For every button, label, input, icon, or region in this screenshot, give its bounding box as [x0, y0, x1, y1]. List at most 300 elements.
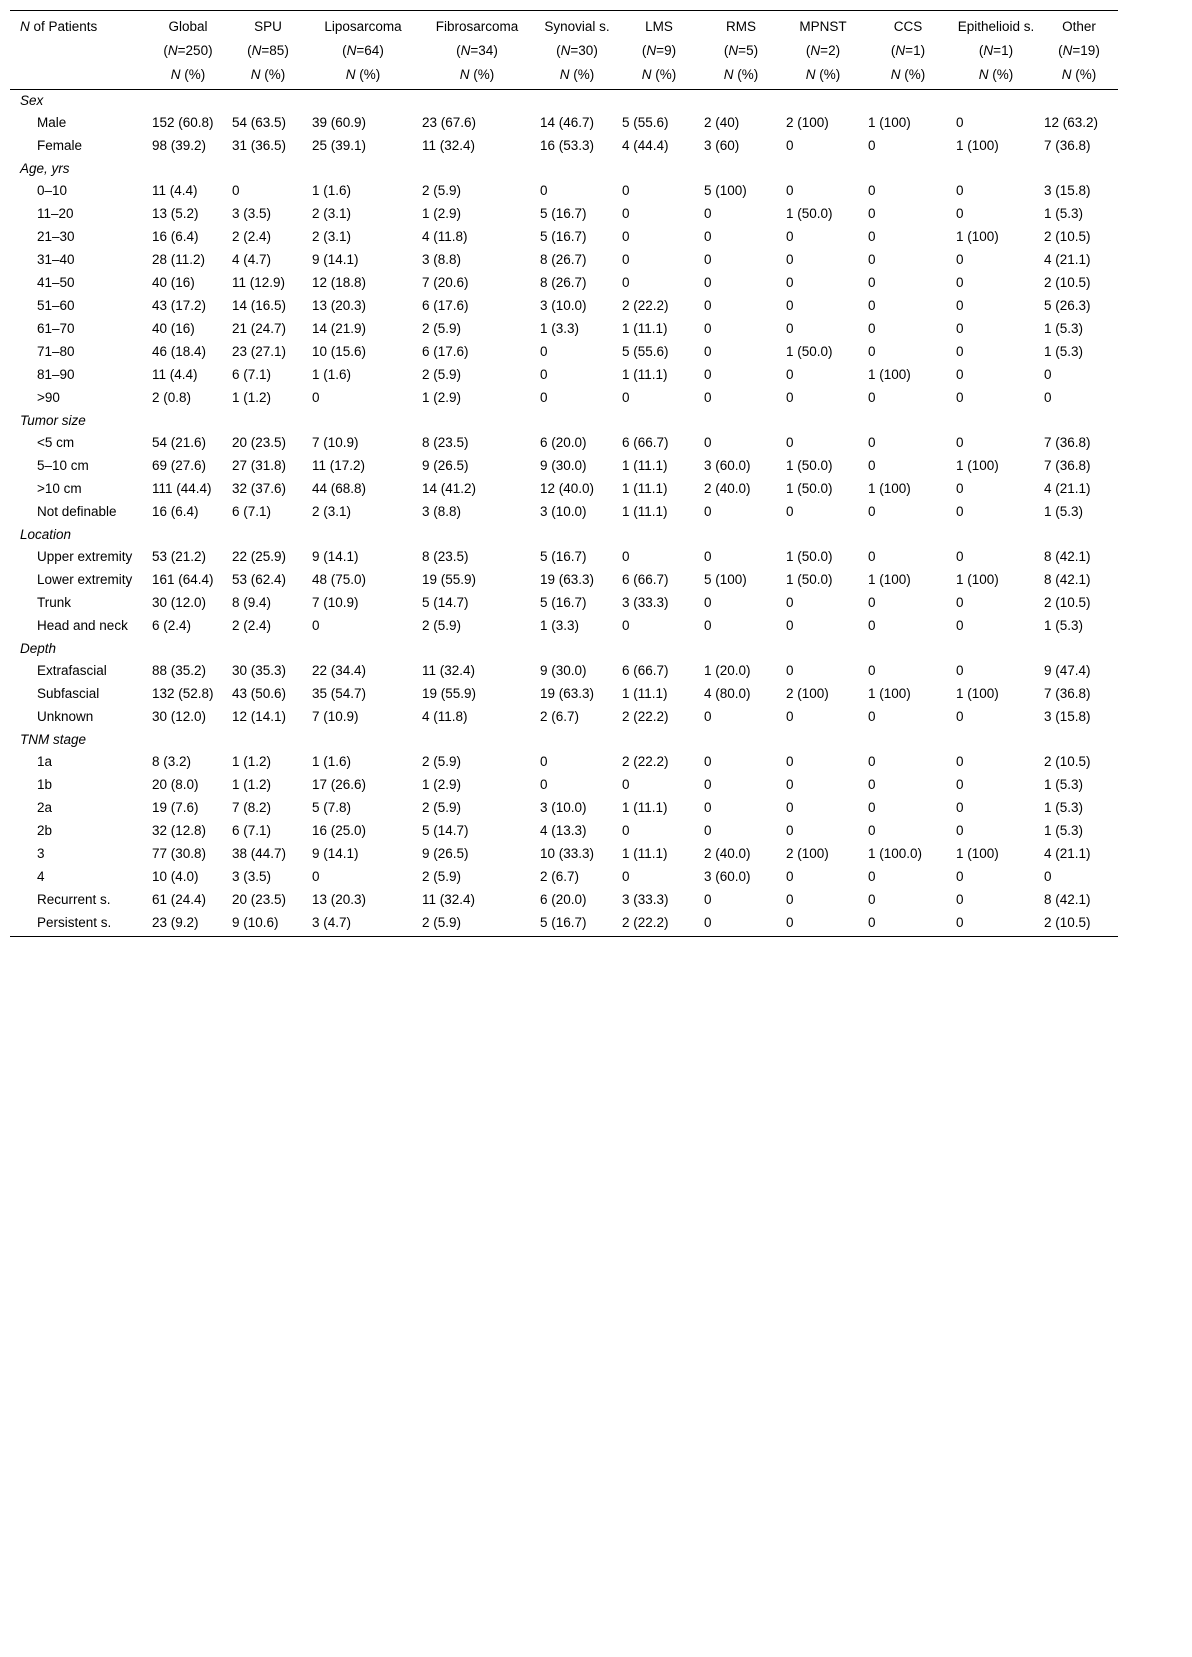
table-cell: 40 (16): [152, 321, 195, 336]
table-cell: 12 (18.8): [312, 275, 367, 290]
table-cell: 0: [868, 504, 876, 519]
table-cell: 0: [786, 618, 794, 633]
column-count: (N=34): [456, 43, 498, 58]
table-cell: 111 (44.4): [152, 481, 212, 496]
table-row: [10, 432, 1118, 455]
table-cell: 0: [786, 138, 794, 153]
table-cell: 0: [622, 618, 630, 633]
row-label: Recurrent s.: [37, 892, 111, 907]
table-cell: 0: [786, 298, 794, 313]
table-cell: 88 (35.2): [152, 663, 207, 678]
table-cell: 11 (32.4): [422, 892, 476, 907]
table-cell: 11 (32.4): [422, 663, 476, 678]
table-cell: 19 (7.6): [152, 800, 199, 815]
table-cell: 0: [868, 777, 876, 792]
table-cell: 0: [786, 252, 794, 267]
table-container: [10, 10, 1118, 937]
table-cell: 54 (21.6): [152, 435, 207, 450]
table-cell: 8 (26.7): [540, 275, 587, 290]
count-value: 1: [913, 43, 921, 58]
table-cell: 1 (1.6): [312, 754, 352, 769]
row-label: 4: [37, 869, 45, 884]
section-title: TNM stage: [20, 732, 87, 747]
table-cell: 40 (16): [152, 275, 195, 290]
section-title: Location: [20, 527, 72, 542]
table-cell: 27 (31.8): [232, 458, 287, 473]
table-cell: 35 (54.7): [312, 686, 367, 701]
table-cell: 0: [540, 777, 548, 792]
table-cell: 28 (11.2): [152, 252, 206, 267]
table-cell: 1 (100): [868, 481, 911, 496]
column-count: (N=250): [163, 43, 213, 58]
table-cell: 2 (5.9): [418, 912, 536, 937]
table-cell: 12 (63.2): [1044, 115, 1099, 130]
table-cell: 1 (100): [956, 686, 999, 701]
table-cell: 1 (2.9): [422, 206, 462, 221]
table-cell: 2 (5.9): [422, 321, 462, 336]
column-count: (N=19): [1058, 43, 1100, 58]
column-unit: N (%): [228, 63, 308, 90]
table-cell: 0: [704, 229, 712, 244]
table-cell: 32 (37.6): [232, 481, 287, 496]
table-cell: 13 (5.2): [152, 206, 199, 221]
table-cell: 0: [956, 777, 964, 792]
section-title: Tumor size: [20, 413, 86, 428]
table-cell: 13 (20.3): [312, 298, 367, 313]
table-cell: 8 (26.7): [540, 252, 587, 267]
table-cell: 1 (50.0): [786, 572, 833, 587]
table-cell: 0: [704, 390, 712, 405]
table-cell: 4 (4.7): [232, 252, 272, 267]
table-cell: 1 (5.3): [1044, 504, 1084, 519]
table-cell: 22 (25.9): [232, 549, 287, 564]
table-cell: 9 (14.1): [312, 549, 359, 564]
table-cell: 7 (8.2): [232, 800, 272, 815]
row-label: 0–10: [37, 183, 68, 198]
table-cell: 0: [786, 800, 794, 815]
table-cell: 0: [868, 892, 876, 907]
table-cell: 2 (5.9): [422, 618, 462, 633]
table-cell: 5 (26.3): [1044, 298, 1091, 313]
table-cell: 0: [540, 367, 548, 382]
table-cell: 14 (16.5): [232, 298, 287, 313]
table-cell: 0: [786, 321, 794, 336]
table-cell: 0: [312, 869, 320, 884]
table-cell: 2 (0.8): [152, 390, 192, 405]
table-cell: 0: [704, 206, 712, 221]
row-label: 51–60: [37, 298, 75, 313]
table-row: [10, 660, 1118, 683]
table-row: [10, 226, 1118, 249]
table-cell: 6 (66.7): [622, 572, 669, 587]
row-label: Not definable: [37, 504, 117, 519]
table-cell: 4 (44.4): [622, 138, 669, 153]
table-cell: 9 (14.1): [312, 252, 359, 267]
table-cell: 2 (10.5): [1044, 275, 1091, 290]
row-label: Unknown: [37, 709, 94, 724]
column-unit: N (%): [148, 63, 228, 90]
table-cell: 0: [786, 504, 794, 519]
table-cell: 5 (16.7): [540, 206, 587, 221]
table-cell: 5 (16.7): [540, 595, 587, 610]
row-label: Extrafascial: [37, 663, 107, 678]
table-cell: 8 (9.4): [232, 595, 272, 610]
row-label: 31–40: [37, 252, 75, 267]
table-cell: 6 (20.0): [540, 892, 587, 907]
table-cell: 0: [868, 800, 876, 815]
table-cell: 0: [868, 663, 876, 678]
table-cell: 11 (4.4): [152, 183, 198, 198]
table-cell: 0: [868, 435, 876, 450]
table-row: [10, 387, 1118, 410]
table-row: [10, 364, 1118, 387]
table-cell: 2 (40.0): [704, 481, 751, 496]
count-value: 1: [1001, 43, 1009, 58]
table-cell: 0: [868, 549, 876, 564]
header-corner: [10, 11, 148, 40]
row-label: 1a: [37, 754, 53, 769]
table-cell: 11 (32.4): [422, 138, 476, 153]
table-cell: 38 (44.7): [232, 846, 287, 861]
table-body: [10, 90, 1118, 937]
table-cell: 0: [956, 800, 964, 815]
count-value: 250: [185, 43, 209, 58]
table-cell: 0: [704, 435, 712, 450]
table-cell: 1 (100): [956, 229, 999, 244]
table-cell: 6 (66.7): [622, 435, 669, 450]
table-cell: 1 (100): [868, 115, 911, 130]
table-row: [10, 820, 1118, 843]
row-label: <5 cm: [37, 435, 75, 450]
table-cell: 7 (36.8): [1044, 686, 1091, 701]
table-cell: 3 (15.8): [1044, 709, 1091, 724]
table-cell: 1 (5.3): [1044, 823, 1084, 838]
table-cell: 0: [868, 138, 876, 153]
table-cell: 2 (6.7): [540, 869, 580, 884]
table-cell: 0: [312, 618, 320, 633]
table-cell: 8 (23.5): [422, 549, 469, 564]
table-cell: 0: [956, 183, 964, 198]
count-value: 64: [364, 43, 380, 58]
table-cell: 0: [956, 115, 964, 130]
table-row: [10, 135, 1118, 158]
row-label: 3: [37, 846, 45, 861]
table-cell: 3 (10.0): [540, 504, 587, 519]
column-header: CCS: [864, 11, 952, 40]
column-header: Synovial s.: [536, 11, 618, 40]
table-cell: 0: [868, 252, 876, 267]
table-cell: 0: [956, 754, 964, 769]
table-cell: 0: [622, 390, 630, 405]
table-cell: 3 (3.5): [232, 206, 272, 221]
table-row: [10, 180, 1118, 203]
table-cell: 17 (26.6): [312, 777, 367, 792]
column-header: MPNST: [782, 11, 864, 40]
table-cell: 23 (9.2): [148, 912, 228, 937]
table-cell: 69 (27.6): [152, 458, 207, 473]
table-cell: 0: [956, 823, 964, 838]
table-row: [10, 249, 1118, 272]
table-cell: 20 (23.5): [232, 892, 287, 907]
table-cell: 0: [868, 709, 876, 724]
section-title: Age, yrs: [20, 161, 70, 176]
table-cell: 0: [704, 777, 712, 792]
table-cell: 0: [786, 435, 794, 450]
table-cell: 2 (10.5): [1044, 229, 1091, 244]
table-cell: 1 (50.0): [786, 458, 833, 473]
column-header: Epithelioid s.: [952, 11, 1040, 40]
table-cell: 53 (62.4): [232, 572, 287, 587]
table-cell: 6 (7.1): [232, 823, 272, 838]
table-cell: 0: [622, 275, 630, 290]
table-cell: 31 (36.5): [232, 138, 287, 153]
count-value: 5: [746, 43, 754, 58]
table-cell: 5 (55.6): [622, 344, 669, 359]
table-cell: 0: [956, 321, 964, 336]
table-cell: 2 (22.2): [622, 709, 669, 724]
table-cell: 3 (8.8): [422, 252, 462, 267]
table-cell: 12 (40.0): [540, 481, 595, 496]
table-cell: 1 (1.2): [232, 754, 272, 769]
section-title: Sex: [20, 93, 44, 108]
table-cell: 0: [868, 298, 876, 313]
table-cell: 0: [956, 390, 964, 405]
table-cell: 0: [868, 618, 876, 633]
table-cell: 0: [956, 435, 964, 450]
row-label: 11–20: [37, 206, 74, 221]
section-row: [10, 638, 1118, 660]
count-value: 19: [1080, 43, 1096, 58]
table-cell: 2 (22.2): [622, 298, 669, 313]
table-cell: 1 (1.2): [232, 777, 272, 792]
table-cell: 0: [704, 321, 712, 336]
table-cell: 0: [704, 800, 712, 815]
table-row: [10, 866, 1118, 889]
table-cell: 1 (50.0): [786, 549, 833, 564]
table-cell: 0: [868, 321, 876, 336]
table-row: [10, 455, 1118, 478]
corner-label: of Patients: [29, 19, 98, 34]
table-cell: 8 (42.1): [1044, 892, 1091, 907]
table-cell: 4 (21.1): [1044, 481, 1091, 496]
section-row: [10, 90, 1118, 113]
table-cell: 7 (10.9): [312, 435, 359, 450]
column-count: (N=9): [641, 43, 677, 58]
table-cell: 8 (23.5): [422, 435, 469, 450]
table-row: [10, 592, 1118, 615]
table-cell: 0: [786, 892, 794, 907]
table-cell: 0: [786, 390, 794, 405]
table-cell: 1 (100): [956, 138, 999, 153]
table-cell: 0: [956, 206, 964, 221]
table-cell: 19 (55.9): [422, 572, 477, 587]
table-cell: 1 (3.3): [540, 618, 580, 633]
table-cell: 14 (46.7): [540, 115, 595, 130]
table-cell: 20 (23.5): [232, 435, 287, 450]
table-cell: 5 (16.7): [540, 549, 587, 564]
table-cell: 0: [956, 252, 964, 267]
table-row: [10, 843, 1118, 866]
table-cell: 2 (3.1): [312, 229, 352, 244]
table-cell: 98 (39.2): [152, 138, 207, 153]
table-row: [10, 203, 1118, 226]
row-label: 1b: [37, 777, 53, 792]
table-cell: 0: [952, 912, 1040, 937]
table-cell: 1 (100): [868, 686, 911, 701]
count-value: 9: [664, 43, 672, 58]
header-row-counts: [10, 39, 1118, 63]
table-cell: 1 (100): [956, 846, 999, 861]
table-cell: 7 (36.8): [1044, 458, 1091, 473]
table-cell: 7 (36.8): [1044, 138, 1091, 153]
column-header: Global: [148, 11, 228, 40]
table-cell: 30 (35.3): [232, 663, 287, 678]
table-cell: 7 (10.9): [312, 709, 359, 724]
column-header: Liposarcoma: [308, 11, 418, 40]
table-cell: 6 (2.4): [152, 618, 192, 633]
table-cell: 11 (4.4): [152, 367, 198, 382]
table-cell: 1 (11.1): [622, 686, 668, 701]
row-label: 5–10 cm: [37, 458, 89, 473]
column-unit: N (%): [308, 63, 418, 90]
column-count: (N=30): [556, 43, 598, 58]
table-cell: 0: [704, 298, 712, 313]
column-unit: N (%): [418, 63, 536, 90]
table-cell: 44 (68.8): [312, 481, 367, 496]
column-unit: N (%): [952, 63, 1040, 90]
section-row: [10, 158, 1118, 180]
table-cell: 10 (15.6): [312, 344, 367, 359]
table-row: [10, 478, 1118, 501]
table-cell: 1 (50.0): [786, 206, 833, 221]
table-cell: 0: [622, 206, 630, 221]
row-label: 2a: [37, 800, 53, 815]
patient-characteristics-table: [10, 10, 1118, 937]
column-header: RMS: [700, 11, 782, 40]
table-cell: 46 (18.4): [152, 344, 207, 359]
table-cell: 10 (33.3): [540, 846, 595, 861]
table-cell: 0: [868, 595, 876, 610]
row-label: Upper extremity: [37, 549, 133, 564]
table-cell: 2 (100): [786, 115, 829, 130]
table-cell: 14 (41.2): [422, 481, 477, 496]
table-cell: 0: [704, 823, 712, 838]
table-cell: 5 (16.7): [536, 912, 618, 937]
column-count: (N=85): [247, 43, 289, 58]
table-cell: 9 (10.6): [228, 912, 308, 937]
count-value: 2: [828, 43, 836, 58]
row-label: 81–90: [37, 367, 75, 382]
column-count: (N=1): [890, 43, 926, 58]
table-cell: 2 (3.1): [312, 206, 352, 221]
table-cell: 19 (55.9): [422, 686, 477, 701]
column-count: (N=64): [342, 43, 384, 58]
table-cell: 3 (60.0): [704, 458, 751, 473]
table-cell: 9 (47.4): [1044, 663, 1091, 678]
table-cell: 0: [704, 595, 712, 610]
table-cell: 1 (1.6): [312, 367, 352, 382]
row-label: >90: [37, 390, 60, 405]
table-cell: 0: [868, 275, 876, 290]
table-cell: 1 (11.1): [622, 321, 668, 336]
table-cell: 3 (8.8): [422, 504, 462, 519]
row-label: 2b: [37, 823, 53, 838]
header-empty: [10, 63, 148, 90]
table-cell: 6 (17.6): [422, 298, 469, 313]
table-cell: 48 (75.0): [312, 572, 367, 587]
table-cell: 7 (20.6): [422, 275, 469, 290]
table-cell: 0: [868, 229, 876, 244]
table-cell: 21 (24.7): [232, 321, 287, 336]
table-cell: 0: [868, 206, 876, 221]
table-cell: 6 (20.0): [540, 435, 587, 450]
table-header: [10, 11, 1118, 90]
table-cell: 53 (21.2): [152, 549, 207, 564]
table-cell: 8 (3.2): [152, 754, 192, 769]
section-row: [10, 410, 1118, 432]
table-cell: 2 (5.9): [422, 869, 462, 884]
column-unit: N (%): [700, 63, 782, 90]
table-cell: 9 (26.5): [422, 846, 469, 861]
table-cell: 2 (5.9): [422, 800, 462, 815]
table-row: [10, 546, 1118, 569]
table-cell: 0: [868, 823, 876, 838]
table-cell: 1 (5.3): [1044, 800, 1084, 815]
table-cell: 0: [868, 458, 876, 473]
table-cell: 1 (2.9): [422, 777, 462, 792]
row-label: Lower extremity: [37, 572, 133, 587]
table-cell: 0: [232, 183, 240, 198]
table-cell: 0: [622, 183, 630, 198]
table-cell: 0: [704, 367, 712, 382]
table-cell: 0: [786, 823, 794, 838]
table-cell: 1 (20.0): [704, 663, 751, 678]
table-cell: 0: [622, 823, 630, 838]
table-cell: 0: [956, 618, 964, 633]
table-cell: 5 (16.7): [540, 229, 587, 244]
table-cell: 9 (14.1): [312, 846, 359, 861]
table-cell: 4 (21.1): [1044, 846, 1091, 861]
table-cell: 11 (17.2): [312, 458, 366, 473]
table-cell: 2 (5.9): [422, 183, 462, 198]
table-row: [10, 912, 1118, 937]
table-cell: 1 (100): [956, 458, 999, 473]
table-cell: 152 (60.8): [152, 115, 214, 130]
table-cell: 25 (39.1): [312, 138, 367, 153]
table-cell: 0: [956, 344, 964, 359]
table-row: [10, 889, 1118, 912]
table-cell: 8 (42.1): [1044, 572, 1091, 587]
table-cell: 4 (11.8): [422, 229, 468, 244]
table-cell: 7 (36.8): [1044, 435, 1091, 450]
table-cell: 6 (66.7): [622, 663, 669, 678]
table-cell: 0: [786, 275, 794, 290]
table-cell: 0: [704, 754, 712, 769]
table-cell: 9 (26.5): [422, 458, 469, 473]
table-cell: 2 (2.4): [232, 229, 272, 244]
table-cell: 2 (2.4): [232, 618, 272, 633]
table-cell: 0: [622, 229, 630, 244]
table-cell: 4 (21.1): [1044, 252, 1091, 267]
table-cell: 0: [956, 298, 964, 313]
table-cell: 0: [782, 912, 864, 937]
table-cell: 1 (11.1): [622, 846, 668, 861]
table-cell: 0: [868, 183, 876, 198]
table-cell: 3 (15.8): [1044, 183, 1091, 198]
table-cell: 3 (60.0): [704, 869, 751, 884]
row-label: Persistent s.: [10, 912, 148, 937]
table-cell: 2 (10.5): [1044, 595, 1091, 610]
